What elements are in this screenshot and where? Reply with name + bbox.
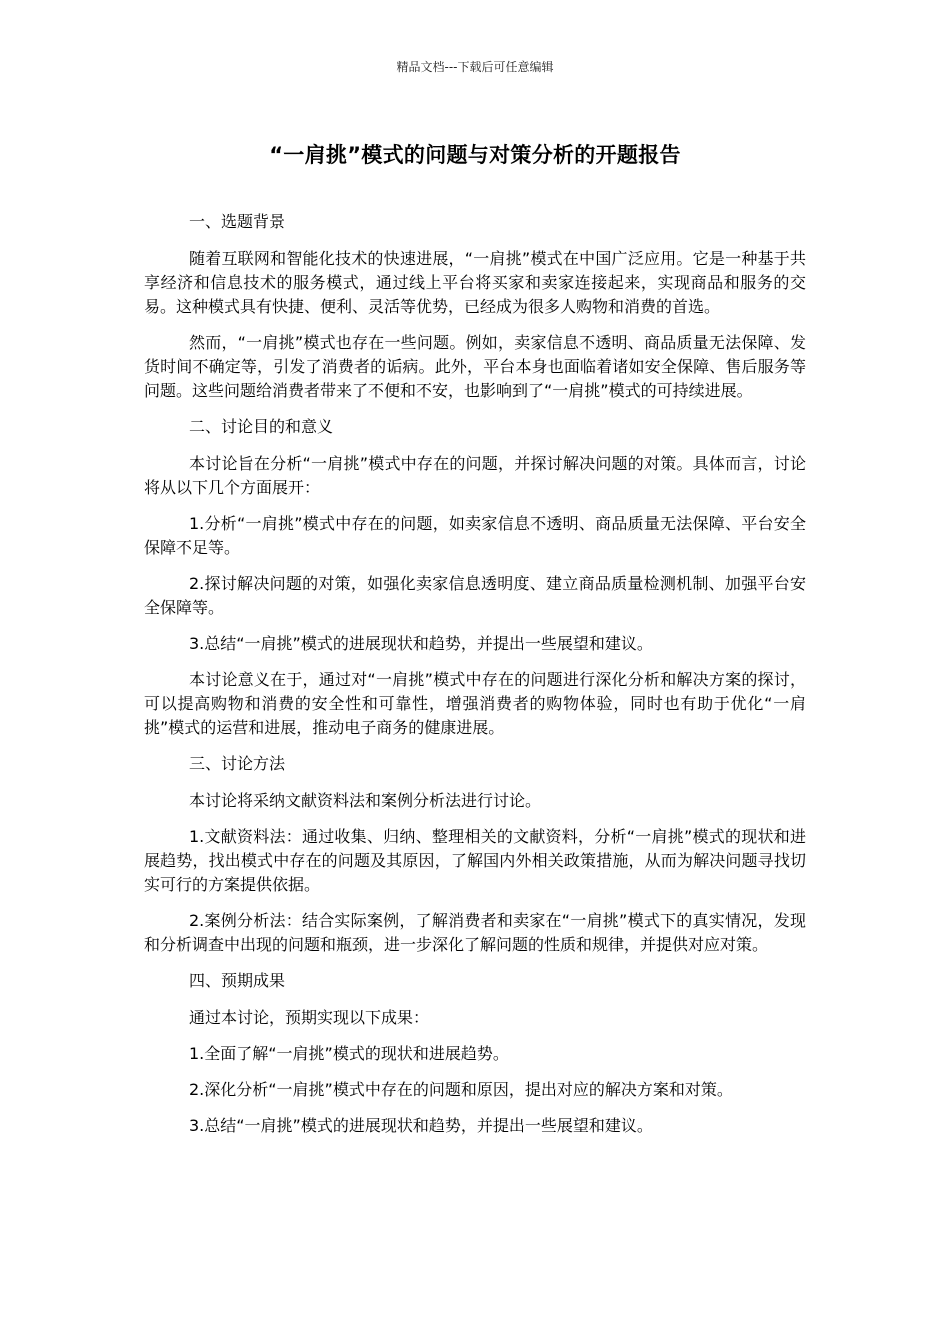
section-heading-background: 一、选题背景 — [189, 212, 286, 231]
document-body — [144, 210, 806, 1150]
document-title: “一肩挑”模式的问题与对策分析的开题报告 — [269, 143, 681, 167]
paragraph: 通过本讨论，预期实现以下成果： — [189, 1008, 430, 1027]
list-item: 3.总结“一肩挑”模式的进展现状和趋势，并提出一些展望和建议。 — [189, 634, 653, 653]
section-heading-results: 四、预期成果 — [189, 971, 286, 990]
list-item: 1.分析“一肩挑”模式中存在的问题，如卖家信息不透明、商品质量无法保障、平台安全保障不足等。 — [144, 514, 806, 557]
paragraph: 本讨论意义在于，通过对“一肩挑”模式中存在的问题进行深化分析和解决方案的探讨，可以提高购物和消费的安全性和可靠性，增强消费者的购物体验，同时也有助于优化“一肩挑”模式的运营和进展，推动电子商务的健康进展。 — [144, 670, 806, 737]
list-item: 1.全面了解“一肩挑”模式的现状和进展趋势。 — [189, 1044, 509, 1063]
paragraph: 随着互联网和智能化技术的快速进展，“一肩挑”模式在中国广泛应用。它是一种基于共享经济和信息技术的服务模式，通过线上平台将买家和卖家连接起来，实现商品和服务的交易。这种模式具有快捷、便利、灵活等优势，已经成为很多人购物和消费的首选。 — [144, 249, 806, 316]
paragraph: 然而，“一肩挑”模式也存在一些问题。例如，卖家信息不透明、商品质量无法保障、发货时间不确定等，引发了消费者的诟病。此外，平台本身也面临着诸如安全保障、售后服务等问题。这些问题给消费者带来了不便和不安，也影响到了“一肩挑”模式的可持续进展。 — [144, 333, 806, 400]
list-item: 2.深化分析“一肩挑”模式中存在的问题和原因，提出对应的解决方案和对策。 — [189, 1080, 733, 1099]
paragraph: 本讨论旨在分析“一肩挑”模式中存在的问题，并探讨解决问题的对策。具体而言，讨论将从以下几个方面展开： — [144, 454, 806, 497]
list-item: 1.文献资料法：通过收集、归纳、整理相关的文献资料，分析“一肩挑”模式的现状和进展趋势，找出模式中存在的问题及其原因，了解国内外相关政策措施，从而为解决问题寻找切实可行的方案提供依据。 — [144, 827, 806, 894]
paragraph: 本讨论将采纳文献资料法和案例分析法进行讨论。 — [189, 791, 542, 810]
section-heading-purpose: 二、讨论目的和意义 — [189, 417, 334, 436]
list-item: 2.案例分析法：结合实际案例，了解消费者和卖家在“一肩挑”模式下的真实情况，发现和分析调查中出现的问题和瓶颈，进一步深化了解问题的性质和规律，并提供对应对策。 — [144, 911, 806, 954]
list-item: 3.总结“一肩挑”模式的进展现状和趋势，并提出一些展望和建议。 — [189, 1116, 653, 1135]
list-item: 2.探讨解决问题的对策，如强化卖家信息透明度、建立商品质量检测机制、加强平台安全保障等。 — [144, 574, 806, 617]
header-note: 精品文档---下载后可任意编辑 — [396, 60, 554, 74]
section-heading-method: 三、讨论方法 — [189, 754, 286, 773]
